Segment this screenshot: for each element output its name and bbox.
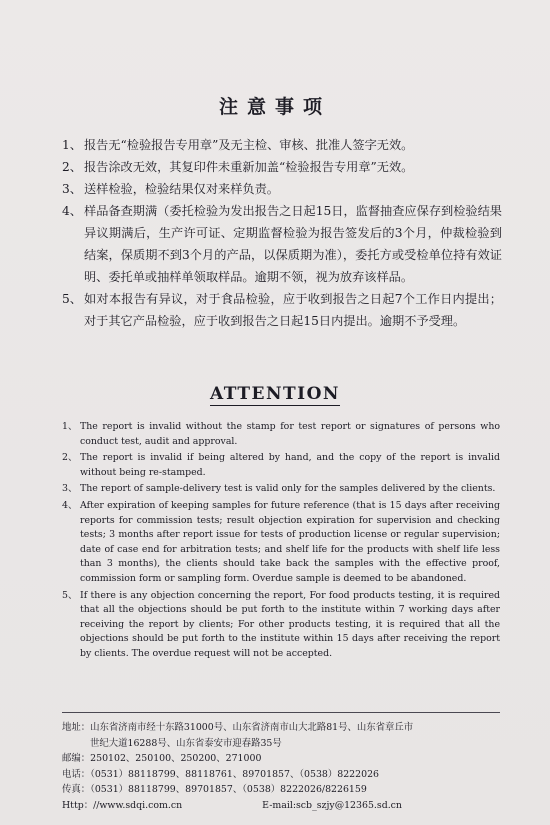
notice-item-zh: [62, 178, 502, 200]
notice-item-zh: [62, 134, 502, 156]
item-number: 3、: [62, 483, 78, 495]
notice-item-zh: [62, 288, 502, 332]
fax-row: [62, 782, 502, 798]
item-text: 送样检验，检验结果仅对来样负责。: [84, 182, 279, 196]
item-text: The report is invalid without the stamp for test report or signatures of persons who conduct test, audit and approval.: [80, 421, 500, 447]
item-text: 报告无“检验报告专用章”及无主检、审核、批准人签字无效。: [84, 138, 414, 152]
footer-divider: [62, 712, 500, 713]
item-number: 5、: [62, 589, 78, 601]
fax-value: （0531）88118799、89701857、（0538）8222026/8226159: [90, 784, 367, 795]
phone-value: （0531）88118799、88118761、89701857、（0538）8222026: [90, 768, 379, 780]
postcode-value: 250102、250100、250200、271000: [90, 753, 262, 764]
postcode-label: 邮编：: [62, 753, 91, 764]
notice-item-en: [62, 589, 500, 662]
item-number: 2、: [62, 160, 82, 174]
address-line-1: 山东省济南市经十东路31000号、山东省济南市山大北路81号、山东省章丘市: [90, 722, 414, 733]
notice-item-en: [62, 420, 500, 449]
email-label: E-mail:: [262, 799, 296, 811]
item-number: 4、: [62, 499, 78, 511]
notice-title-zh: 注意事项: [218, 96, 331, 118]
notice-item-en: [62, 482, 500, 497]
notice-item-en: [62, 451, 500, 480]
item-number: 4、: [62, 204, 82, 218]
postcode-row: [62, 751, 502, 767]
website-link[interactable]: //www.sdqi.com.cn: [93, 799, 183, 811]
attention-heading: ATTENTION: [210, 384, 340, 404]
web-email-row: [62, 798, 502, 814]
item-number: 2、: [62, 452, 78, 464]
address-label: 地址：: [62, 722, 91, 733]
item-text: 如对本报告有异议，对于食品检验，应于收到报告之日起7个工作日内提出；对于其它产品检验，应于收到报告之日起15日内提出。逾期不予受理。: [84, 292, 502, 328]
notice-title-en: [0, 384, 550, 404]
item-number: 1、: [62, 138, 82, 152]
address-line-2: 世纪大道16288号、山东省泰安市迎春路35号: [90, 737, 282, 749]
item-number: 5、: [62, 292, 82, 306]
notice-list-zh: [62, 134, 502, 332]
notice-item-zh: [62, 156, 502, 178]
item-text: The report is invalid if being altered by hand, and the copy of the report is invalid without being re-stamped.: [80, 452, 500, 478]
item-text: If there is any objection concerning the report, For food products testing, it is required that all the objections should be put forth to the institute within 7 working days after receiving the report by clients; For other products testing, it is required that all the objections should be put forth to the institute within 15 days after receiving the report by clients. The overdue request will not be accepted.: [80, 589, 500, 659]
http-label: Http：: [62, 799, 94, 811]
notice-item-zh: [62, 200, 502, 288]
email-link[interactable]: scb_szjy@12365.sd.cn: [296, 799, 402, 811]
item-text: After expiration of keeping samples for future reference (that is 15 days after receiving reports for commission tests; result objection expiration for supervision and checking tests; 3 months after report issue for tests of production license or regular supervision; date of case end for arbitration tests; and shelf life for the products with shelf life less than 3 months), the clients should take back the samples with the effective proof, commission form or sampling form. Overdue sample is deemed to be abandoned.: [80, 499, 500, 584]
notice-item-en: [62, 499, 500, 587]
fax-label: 传真：: [62, 784, 91, 795]
item-text: 样品备查期满（委托检验为发出报告之日起15日，监督抽查应保存到检验结果异议期满后，生产许可证、定期监督检验为报告签发后的3个月，仲裁检验到结案，保质期不到3个月的产品，以保质期为准），委托方或受检单位持有效证明、委托单或抽样单领取样品。逾期不领，视为放弃该样品。: [84, 204, 502, 284]
item-text: The report of sample-delivery test is valid only for the samples delivered by the clients.: [80, 483, 496, 495]
address-row-continued: [62, 736, 502, 752]
phone-row: [62, 767, 502, 783]
item-number: 1、: [62, 421, 78, 432]
address-row: [62, 720, 502, 736]
contact-block: [62, 720, 502, 813]
item-number: 3、: [62, 182, 82, 196]
item-text: 报告涂改无效，其复印件未重新加盖“检验报告专用章”无效。: [84, 160, 414, 174]
notice-list-en: [62, 420, 500, 664]
phone-label: 电话：: [62, 768, 91, 780]
